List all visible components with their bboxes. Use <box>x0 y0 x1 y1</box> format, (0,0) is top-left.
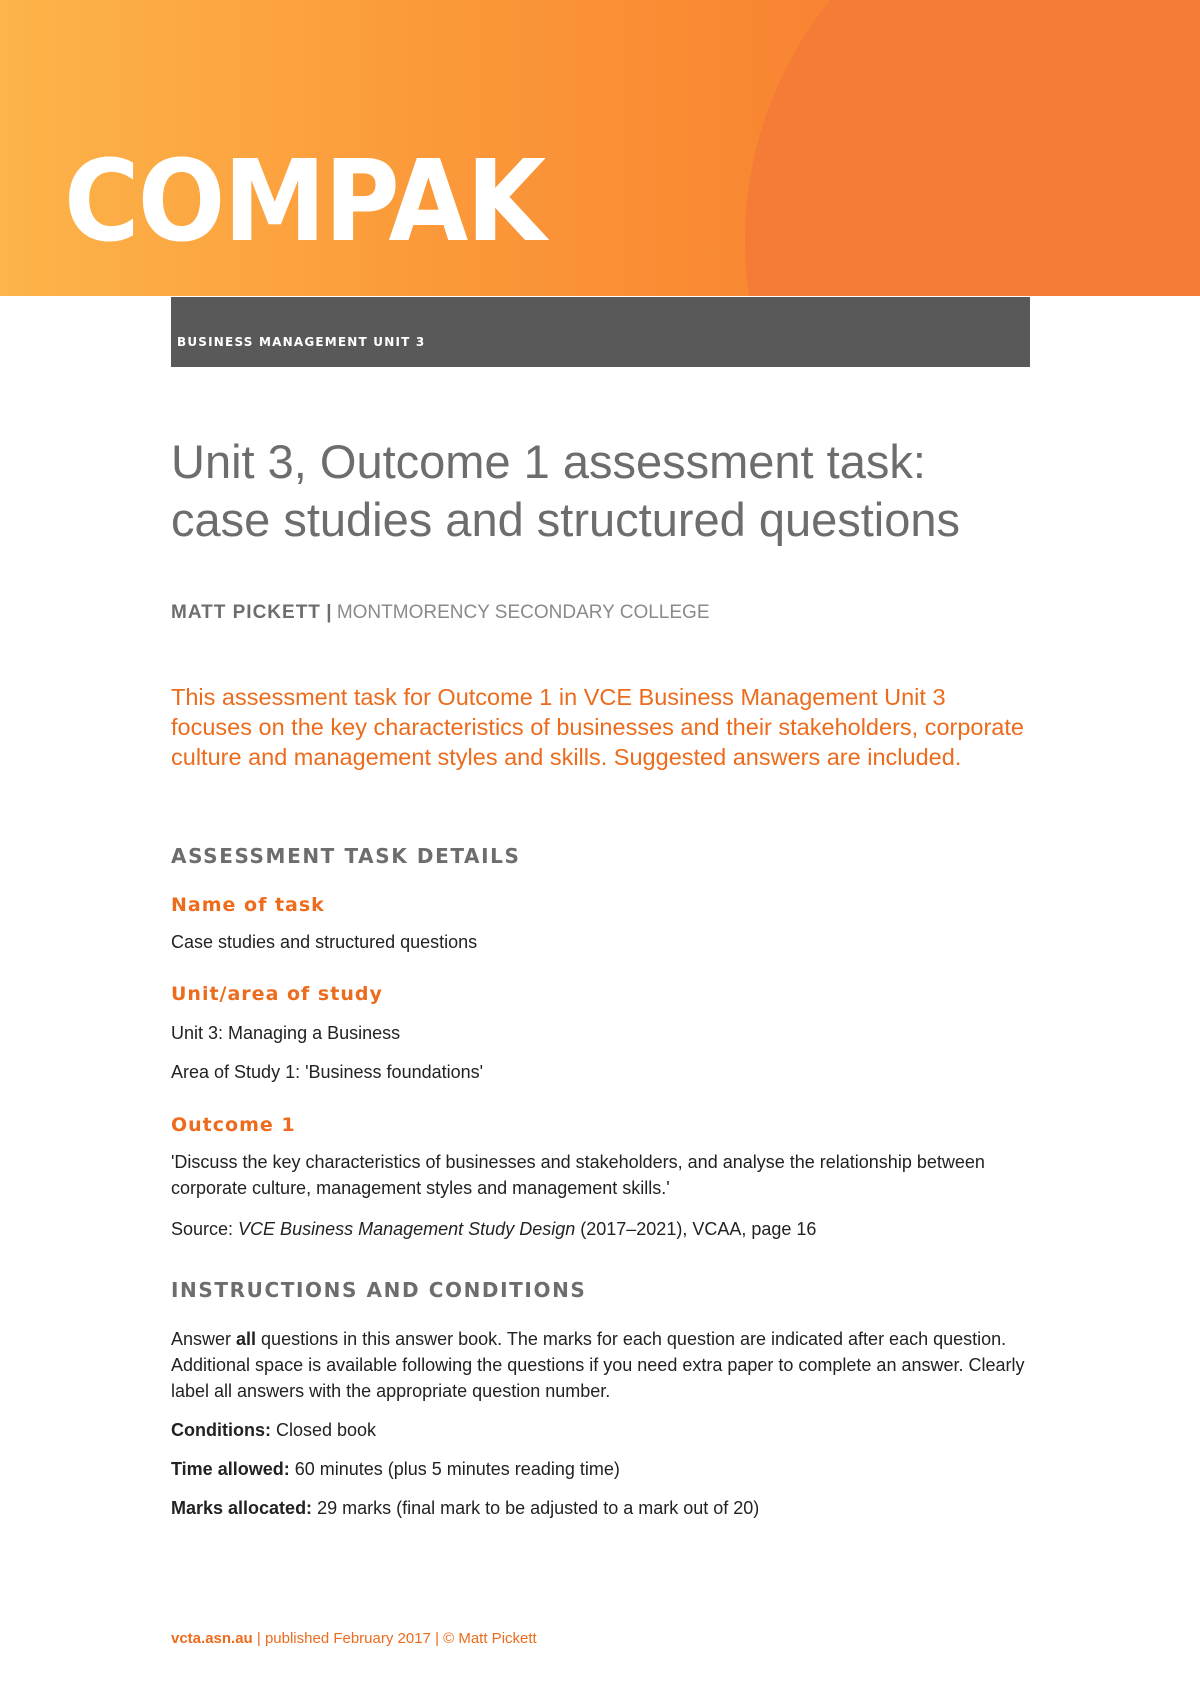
marks-allocated-line <box>171 1495 1030 1521</box>
title-line-2: case studies and structured questions <box>171 493 961 546</box>
lead-paragraph: This assessment task for Outcome 1 in VCE Business Management Unit 3 focuses on the key characteristics of businesses and their stakeholders, corporate culture and management styles and skills. Suggested answers are included. <box>171 684 1024 770</box>
footer <box>171 1630 537 1647</box>
outcome-source <box>171 1216 1030 1242</box>
instructions-text-after: questions in this answer book. The marks for each question are indicated after each question. Additional space is available following the questions if you need extra paper to complete an answer. Clearly label all answers with the appropriate question number. <box>171 1329 1025 1401</box>
unit-bar <box>171 297 1030 367</box>
banner-decorative-circle <box>745 0 1200 296</box>
footer-publication-info: | published February 2017 | © Matt Pickett <box>252 1630 537 1647</box>
title-line-1: Unit 3, Outcome 1 assessment task: <box>171 435 926 488</box>
time-allowed-line <box>171 1456 1030 1482</box>
area-of-study-value: Area of Study 1: 'Business foundations' <box>171 1062 484 1082</box>
instructions-text-before: Answer <box>171 1329 237 1349</box>
name-of-task-value: Case studies and structured questions <box>171 932 478 952</box>
time-allowed-value: 60 minutes (plus 5 minutes reading time) <box>289 1459 620 1479</box>
unit-bar-label: BUSINESS MANAGEMENT UNIT 3 <box>177 335 426 349</box>
source-title: VCE Business Management Study Design <box>238 1219 576 1239</box>
conditions-label: Conditions: <box>171 1420 271 1440</box>
source-suffix: (2017–2021), VCAA, page 16 <box>575 1219 817 1239</box>
instructions-text-bold: all <box>236 1329 257 1349</box>
name-of-task-heading: Name of task <box>171 894 325 916</box>
conditions-line <box>171 1417 1030 1443</box>
author-line <box>171 602 710 624</box>
marks-allocated-value: 29 marks (final mark to be adjusted to a mark out of 20) <box>312 1498 760 1518</box>
time-allowed-label: Time allowed: <box>171 1459 290 1479</box>
marks-allocated-label: Marks allocated: <box>171 1498 313 1518</box>
source-prefix: Source: <box>171 1219 239 1239</box>
outcome-quote: 'Discuss the key characteristics of businesses and stakeholders, and analyse the relationship between corporate culture, management styles and management skills.' <box>171 1152 985 1198</box>
compak-logo: COMPAK <box>64 137 545 267</box>
conditions-value: Closed book <box>270 1420 377 1440</box>
author-name: MATT PICKETT <box>171 602 321 623</box>
author-school: MONTMORENCY SECONDARY COLLEGE <box>336 602 710 623</box>
footer-site-link[interactable]: vcta.asn.au <box>171 1630 253 1647</box>
instructions-heading: INSTRUCTIONS AND CONDITIONS <box>171 1278 587 1302</box>
author-separator: | <box>326 602 332 623</box>
unit-value: Unit 3: Managing a Business <box>171 1023 401 1043</box>
outcome-heading: Outcome 1 <box>171 1114 296 1136</box>
instructions-paragraph <box>171 1326 1030 1404</box>
unit-area-heading: Unit/area of study <box>171 983 383 1005</box>
assessment-details-heading: ASSESSMENT TASK DETAILS <box>171 844 521 868</box>
header-banner <box>0 0 1200 296</box>
page-title <box>171 433 1030 549</box>
